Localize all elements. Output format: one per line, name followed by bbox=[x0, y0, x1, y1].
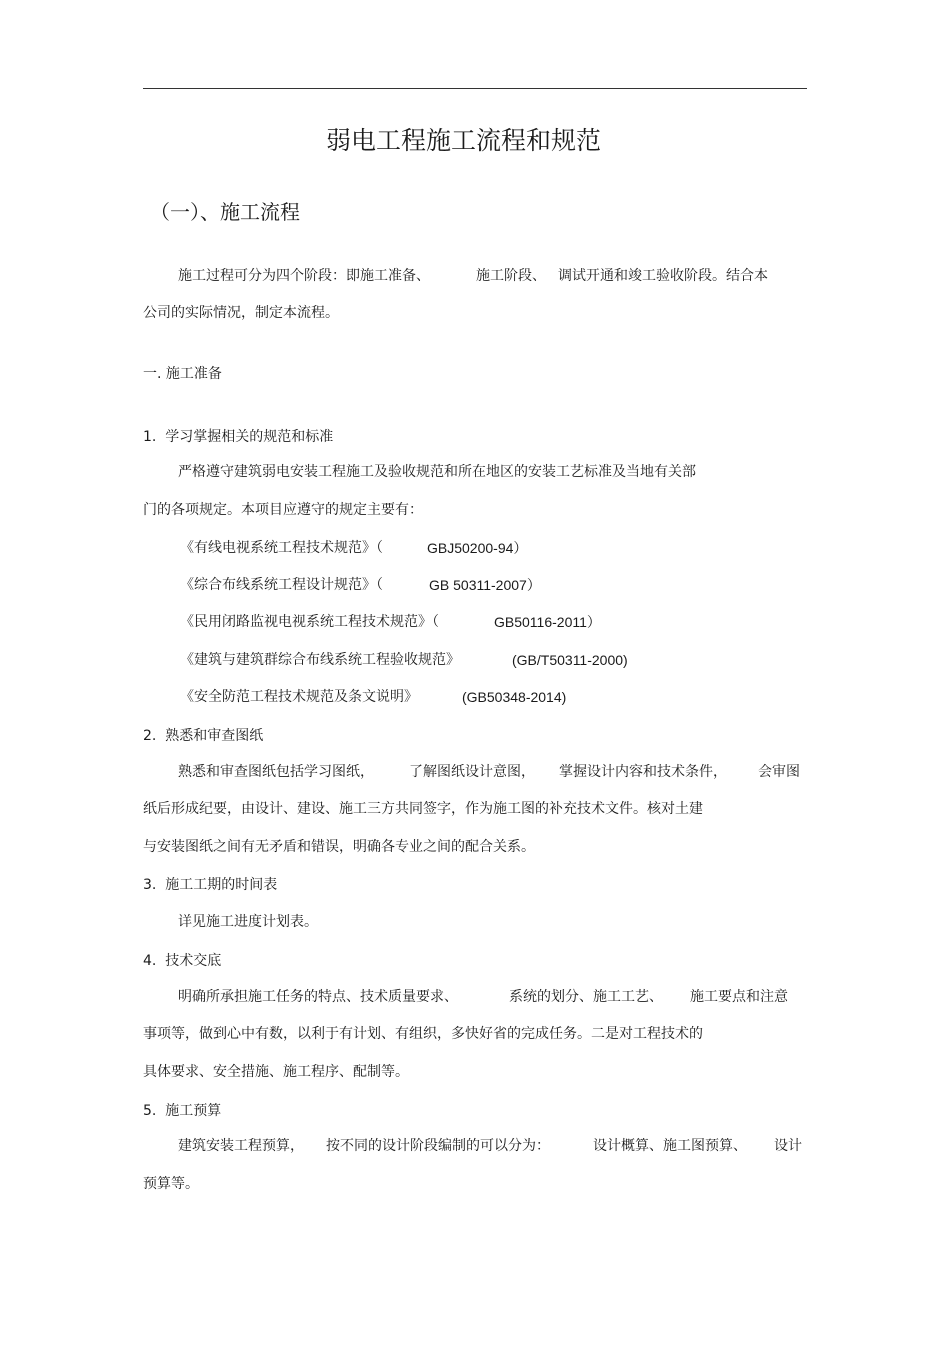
paragraph-line: 了解图纸设计意图， bbox=[409, 764, 535, 780]
paragraph-line: 建筑安装工程预算， bbox=[178, 1138, 304, 1154]
standard-code: (GB/T50311-2000) bbox=[512, 652, 628, 668]
paragraph-line: 按不同的设计阶段编制的可以分为： bbox=[326, 1138, 550, 1154]
standard-code: GB50116-2011） bbox=[494, 614, 601, 630]
part-heading: 一. 施工准备 bbox=[143, 366, 222, 382]
paragraph-line: 设计 bbox=[774, 1138, 802, 1154]
paragraph-line: 与安装图纸之间有无矛盾和错误，明确各专业之间的配合关系。 bbox=[143, 839, 535, 855]
document-title: 弱电工程施工流程和规范 bbox=[325, 126, 601, 155]
item-heading: 4. 技术交底 bbox=[143, 953, 222, 969]
standard-name: 《建筑与建筑群综合布线系统工程验收规范》 bbox=[180, 652, 460, 668]
paragraph-line: 具体要求、安全措施、施工程序、配制等。 bbox=[143, 1064, 409, 1080]
standard-name: 《综合布线系统工程设计规范》（ bbox=[180, 577, 383, 593]
paragraph-line: 掌握设计内容和技术条件， bbox=[559, 764, 727, 780]
paragraph-line: 设计概算、施工图预算、 bbox=[593, 1138, 747, 1154]
paragraph-line: 明确所承担施工任务的特点、技术质量要求、 bbox=[178, 989, 458, 1005]
standard-code: (GB50348-2014) bbox=[462, 689, 567, 705]
intro-text: 公司的实际情况，制定本流程。 bbox=[143, 305, 339, 321]
paragraph-line: 施工要点和注意 bbox=[690, 989, 788, 1005]
paragraph-line: 事项等，做到心中有数，以利于有计划、有组织，多快好省的完成任务。二是对工程技术的 bbox=[143, 1026, 703, 1042]
intro-text: 调试开通和竣工验收阶段。结合本 bbox=[558, 268, 768, 284]
section-heading: （一）、施工流程 bbox=[150, 200, 300, 224]
paragraph-line: 预算等。 bbox=[143, 1176, 199, 1192]
paragraph-line: 熟悉和审查图纸包括学习图纸， bbox=[178, 764, 374, 780]
standard-name: 《有线电视系统工程技术规范》（ bbox=[180, 540, 383, 556]
item-heading: 2. 熟悉和审查图纸 bbox=[143, 728, 264, 744]
paragraph-line: 门的各项规定。本项目应遵守的规定主要有： bbox=[143, 502, 423, 518]
header-rule bbox=[143, 88, 807, 89]
standard-code: GBJ50200-94） bbox=[427, 540, 528, 556]
paragraph-line: 严格遵守建筑弱电安装工程施工及验收规范和所在地区的安装工艺标准及当地有关部 bbox=[178, 464, 696, 480]
paragraph-line: 纸后形成纪要，由设计、建设、施工三方共同签字，作为施工图的补充技术文件。核对土建 bbox=[143, 801, 703, 817]
item-heading: 3. 施工工期的时间表 bbox=[143, 877, 278, 893]
paragraph-line: 系统的划分、施工工艺、 bbox=[509, 989, 663, 1005]
item-heading: 5. 施工预算 bbox=[143, 1103, 222, 1119]
paragraph-line: 详见施工进度计划表。 bbox=[178, 914, 318, 930]
paragraph-line: 会审图 bbox=[758, 764, 800, 780]
standard-code: GB 50311-2007） bbox=[429, 577, 541, 593]
standard-name: 《安全防范工程技术规范及条文说明》 bbox=[180, 689, 418, 705]
item-heading: 1. 学习掌握相关的规范和标准 bbox=[143, 429, 334, 445]
intro-text: 施工过程可分为四个阶段：即施工准备、 bbox=[178, 268, 430, 284]
intro-text: 施工阶段、 bbox=[476, 268, 546, 284]
standard-name: 《民用闭路监视电视系统工程技术规范》（ bbox=[180, 614, 439, 630]
